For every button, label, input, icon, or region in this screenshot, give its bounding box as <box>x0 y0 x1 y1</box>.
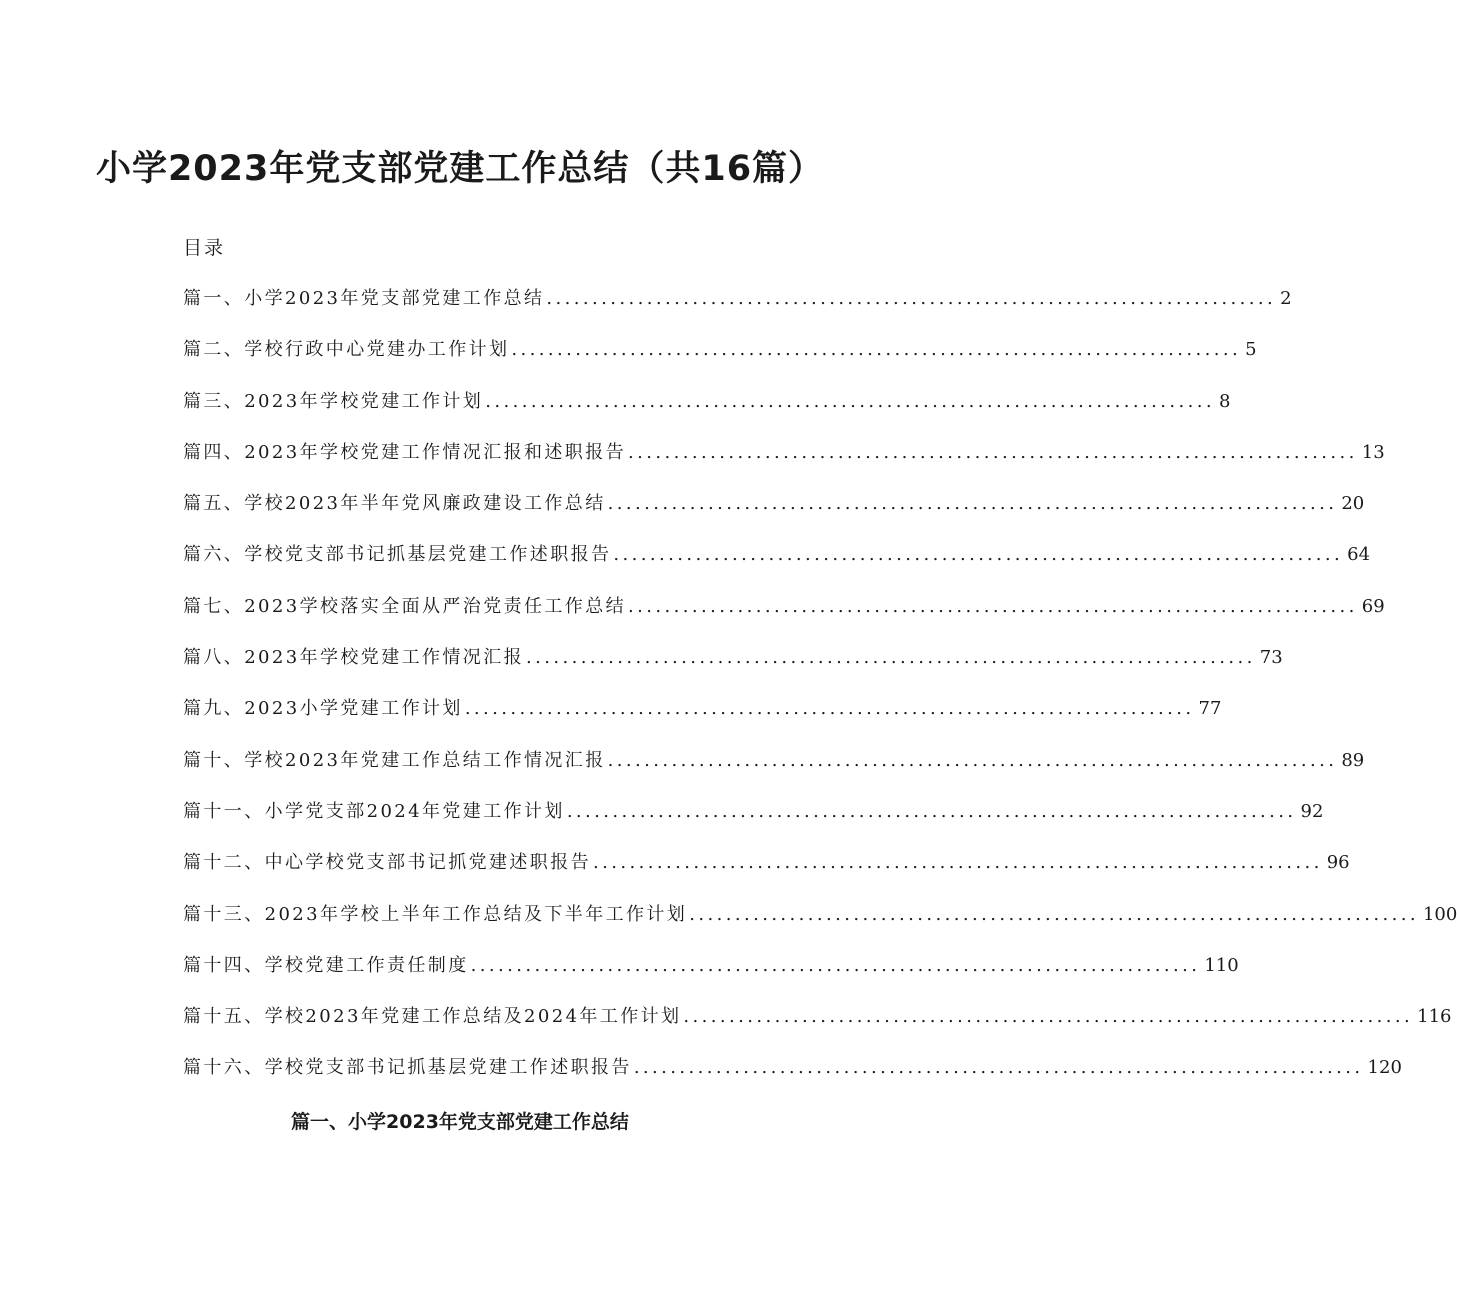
toc-entry[interactable] <box>183 594 1385 645</box>
toc-entry[interactable] <box>183 799 1324 850</box>
toc-entry-label: 篇十、学校2023年党建工作总结工作情况汇报 <box>183 749 606 771</box>
toc-entry-label: 篇八、2023年学校党建工作情况汇报 <box>183 647 525 669</box>
toc-page-number: 116 <box>1417 1006 1452 1028</box>
table-of-contents <box>183 286 1457 1107</box>
toc-entry[interactable] <box>183 748 1365 799</box>
toc-dot-leader: ................................................................................ <box>607 493 1338 515</box>
toc-entry-label: 篇十六、学校党支部书记抓基层党建工作述职报告 <box>183 1057 632 1079</box>
toc-entry-label: 篇五、学校2023年半年党风廉政建设工作总结 <box>183 493 606 515</box>
toc-dot-leader: ................................................................................ <box>511 339 1242 361</box>
toc-entry[interactable] <box>183 850 1350 901</box>
toc-entry[interactable] <box>183 953 1239 1004</box>
toc-dot-leader: ................................................................................ <box>566 800 1297 822</box>
toc-entry[interactable] <box>183 645 1283 696</box>
toc-dot-leader: ................................................................................ <box>628 441 1358 463</box>
toc-dot-leader: ................................................................................ <box>593 852 1323 874</box>
toc-page-number: 77 <box>1198 698 1222 720</box>
toc-entry-label: 篇一、小学2023年党支部党建工作总结 <box>183 288 545 309</box>
toc-dot-leader: ................................................................................ <box>464 698 1195 720</box>
toc-heading: 目录 <box>183 237 226 259</box>
toc-page-number: 100 <box>1422 903 1457 925</box>
toc-entry[interactable] <box>183 542 1371 593</box>
toc-dot-leader: ................................................................................ <box>546 288 1277 309</box>
toc-dot-leader: ................................................................................ <box>689 903 1419 925</box>
toc-entry-label: 篇三、2023年学校党建工作计划 <box>183 390 484 412</box>
toc-entry-label: 篇九、2023小学党建工作计划 <box>183 698 463 720</box>
toc-entry-label: 篇四、2023年学校党建工作情况汇报和述职报告 <box>183 441 627 463</box>
toc-page-number: 20 <box>1341 493 1365 515</box>
toc-entry[interactable] <box>183 1004 1452 1055</box>
toc-entry[interactable] <box>183 337 1257 388</box>
toc-dot-leader: ................................................................................ <box>526 647 1256 669</box>
toc-page-number: 110 <box>1204 954 1239 976</box>
toc-dot-leader: ................................................................................ <box>613 544 1344 566</box>
toc-dot-leader: ................................................................................ <box>633 1057 1364 1079</box>
toc-page-number: 73 <box>1259 647 1283 669</box>
toc-entry-label: 篇七、2023学校落实全面从严治党责任工作总结 <box>183 595 627 617</box>
toc-entry-label: 篇十三、2023年学校上半年工作总结及下半年工作计划 <box>183 903 688 925</box>
toc-dot-leader: ................................................................................ <box>607 749 1338 771</box>
toc-page-number: 69 <box>1361 595 1385 617</box>
toc-entry-label: 篇十五、学校2023年党建工作总结及2024年工作计划 <box>183 1006 682 1028</box>
toc-entry[interactable] <box>183 389 1231 440</box>
section-heading: 篇一、小学2023年党支部党建工作总结 <box>291 1111 629 1133</box>
toc-entry[interactable] <box>183 696 1222 747</box>
toc-page-number: 96 <box>1326 852 1350 874</box>
toc-entry[interactable] <box>183 286 1292 337</box>
toc-dot-leader: ................................................................................ <box>628 595 1358 617</box>
toc-page-number: 89 <box>1341 749 1365 771</box>
toc-page-number: 92 <box>1300 800 1324 822</box>
toc-entry[interactable] <box>183 1055 1402 1106</box>
toc-entry[interactable] <box>183 902 1457 953</box>
toc-page-number: 120 <box>1367 1057 1402 1079</box>
toc-entry-label: 篇十二、中心学校党支部书记抓党建述职报告 <box>183 852 591 874</box>
toc-entry-label: 篇十四、学校党建工作责任制度 <box>183 954 469 976</box>
toc-dot-leader: ................................................................................ <box>485 390 1215 412</box>
toc-entry-label: 篇十一、小学党支部2024年党建工作计划 <box>183 800 565 822</box>
toc-entry[interactable] <box>183 491 1365 542</box>
toc-page-number: 13 <box>1361 441 1385 463</box>
toc-entry-label: 篇六、学校党支部书记抓基层党建工作述职报告 <box>183 544 612 566</box>
document-title: 小学2023年党支部党建工作总结（共16篇） <box>95 149 825 189</box>
toc-page-number: 2 <box>1280 288 1292 309</box>
toc-dot-leader: ................................................................................ <box>470 954 1201 976</box>
toc-page-number: 5 <box>1245 339 1257 361</box>
toc-entry[interactable] <box>183 440 1385 491</box>
toc-entry-label: 篇二、学校行政中心党建办工作计划 <box>183 339 510 361</box>
toc-dot-leader: ................................................................................ <box>683 1006 1414 1028</box>
toc-page-number: 64 <box>1347 544 1371 566</box>
toc-page-number: 8 <box>1218 390 1231 412</box>
